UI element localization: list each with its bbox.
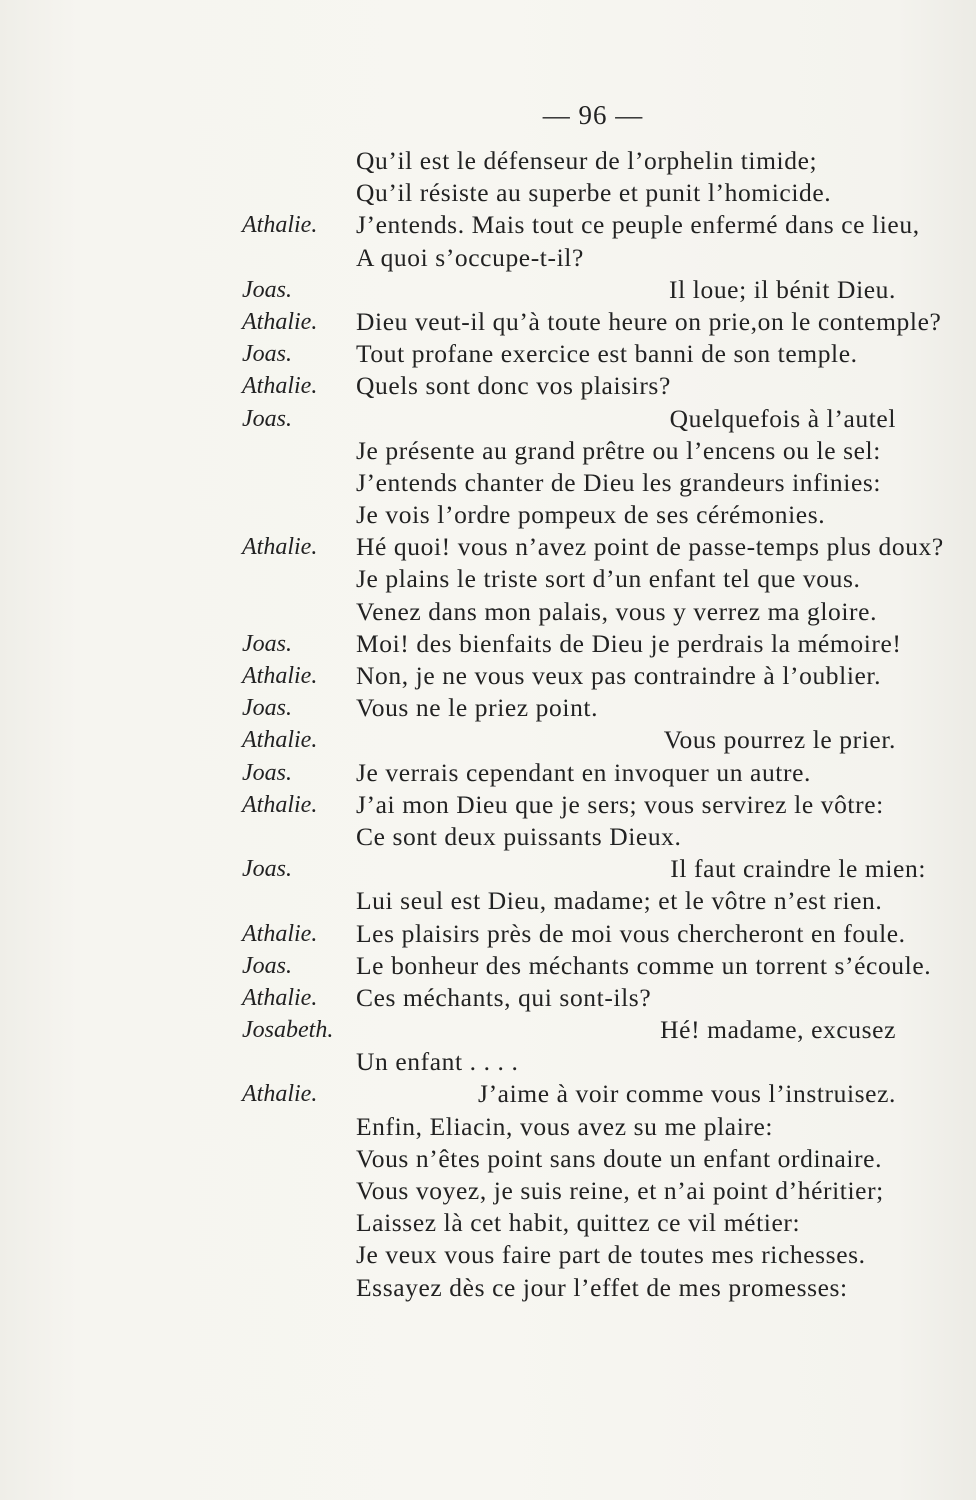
speaker-name: Athalie.	[242, 1081, 318, 1108]
verse-line	[0, 724, 976, 756]
verse-line	[0, 853, 976, 885]
speaker-name: Athalie.	[242, 534, 318, 561]
verse-line	[0, 1014, 976, 1046]
verse-text: Essayez dès ce jour l’effet de mes promesses:	[356, 1272, 848, 1302]
verse-text: Vous voyez, je suis reine, et n’ai point d’héritier;	[356, 1176, 884, 1205]
verse-text: Lui seul est Dieu, madame; et le vôtre n’est rien.	[356, 886, 883, 916]
verse-text: Je verrais cependant en invoquer un autre.	[356, 757, 811, 787]
verse-line	[0, 1207, 976, 1239]
verse-line	[0, 370, 976, 402]
speaker-name: Joas.	[242, 405, 292, 432]
verse-line	[0, 467, 976, 499]
verse-text: Vous ne le priez point.	[356, 693, 599, 723]
verse-text: J’entends. Mais tout ce peuple enfermé dans ce lieu,	[356, 210, 920, 240]
verse-text: Ces méchants, qui sont-ils?	[356, 982, 652, 1012]
verse-line	[0, 1078, 976, 1110]
verse-line	[0, 563, 976, 595]
speaker-name: Athalie.	[242, 920, 318, 947]
verse-text: Hé quoi! vous n’avez point de passe-temps plus doux?	[356, 532, 944, 562]
verse-line	[0, 885, 976, 917]
verse-text: Tout profane exercice est banni de son temple.	[356, 339, 858, 369]
speaker-name: Joas.	[242, 695, 292, 722]
speaker-name: Athalie.	[242, 663, 318, 689]
verse-text: Quels sont donc vos plaisirs?	[356, 371, 671, 401]
verse-line	[0, 950, 976, 982]
verse-text: Je présente au grand prêtre ou l’encens ou le sel:	[356, 435, 881, 465]
verse-line	[0, 274, 976, 306]
verse-text: Le bonheur des méchants comme un torrent s’écoule.	[356, 950, 932, 980]
verse-line	[0, 1046, 976, 1078]
verse-lines	[0, 145, 976, 1304]
speaker-name: Josabeth.	[242, 1017, 334, 1044]
speaker-name: Athalie.	[242, 308, 318, 335]
verse-text: Vous pourrez le prier.	[663, 725, 896, 755]
verse-text: J’aime à voir comme vous l’instruisez.	[478, 1079, 896, 1109]
verse-line	[0, 306, 976, 338]
verse-text: A quoi s’occupe-t-il?	[356, 242, 584, 272]
verse-text: Il faut craindre le mien:	[670, 854, 926, 884]
verse-line	[0, 918, 976, 950]
verse-text: Je plains le triste sort d’un enfant tel que vous.	[356, 564, 861, 594]
verse-line	[0, 145, 976, 177]
verse-line	[0, 499, 976, 531]
verse-text: Moi! des bienfaits de Dieu je perdrais la mémoire!	[356, 628, 902, 658]
verse-text: Laissez là cet habit, quittez ce vil métier:	[356, 1208, 801, 1238]
verse-text: Je vois l’ordre pompeux de ses cérémonies.	[356, 500, 826, 530]
verse-text: Non, je ne vous veux pas contraindre à l’oublier.	[356, 661, 882, 690]
verse-line	[0, 628, 976, 660]
verse-line	[0, 1239, 976, 1271]
speaker-name: Joas.	[242, 952, 292, 979]
verse-line	[0, 531, 976, 563]
verse-line	[0, 177, 976, 209]
verse-line	[0, 435, 976, 467]
speaker-name: Athalie.	[242, 373, 318, 400]
verse-text: Quelquefois à l’autel	[669, 403, 896, 433]
verse-line	[0, 338, 976, 370]
page-number: — 96 —	[542, 100, 644, 130]
verse-text: Qu’il résiste au superbe et punit l’homicide.	[356, 178, 832, 208]
verse-line	[0, 1272, 976, 1304]
verse-text: Hé! madame, excusez	[660, 1015, 896, 1045]
speaker-name: Athalie.	[242, 212, 318, 239]
verse-line	[0, 789, 976, 821]
verse-line	[0, 209, 976, 241]
verse-text: Il loue; il bénit Dieu.	[669, 274, 896, 304]
verse-line	[0, 1175, 976, 1207]
speaker-name: Athalie.	[242, 727, 318, 754]
verse-text: Ce sont deux puissants Dieux.	[356, 821, 682, 851]
verse-text: Qu’il est le défenseur de l’orphelin timide;	[356, 146, 818, 175]
verse-line	[0, 596, 976, 628]
speaker-name: Joas.	[242, 759, 292, 786]
verse-text: Un enfant . . . .	[356, 1047, 519, 1077]
speaker-name: Joas.	[242, 341, 292, 368]
verse-text: Dieu veut-il qu’à toute heure on prie,on le contemple?	[356, 306, 942, 336]
verse-line	[0, 757, 976, 789]
speaker-name: Joas.	[242, 856, 292, 883]
verse-text: Vous n’êtes point sans doute un enfant ordinaire.	[356, 1143, 883, 1173]
verse-text: J’ai mon Dieu que je sers; vous servirez le vôtre:	[356, 789, 884, 819]
verse-line	[0, 982, 976, 1014]
verse-text: Enfin, Eliacin, vous avez su me plaire:	[356, 1111, 774, 1141]
speaker-name: Joas.	[242, 276, 292, 303]
speaker-name: Athalie.	[242, 984, 318, 1011]
speaker-name: Joas.	[242, 630, 292, 657]
verse-text: Les plaisirs près de moi vous chercheront en foule.	[356, 918, 906, 948]
verse-line	[0, 1143, 976, 1175]
verse-line	[0, 821, 976, 853]
speaker-name: Athalie.	[242, 791, 318, 818]
verse-line	[0, 1111, 976, 1143]
verse-line	[0, 660, 976, 692]
verse-text: Je veux vous faire part de toutes mes richesses.	[356, 1240, 866, 1270]
verse-line	[0, 242, 976, 274]
verse-text: J’entends chanter de Dieu les grandeurs infinies:	[356, 467, 882, 497]
verse-line	[0, 692, 976, 724]
verse-line	[0, 403, 976, 435]
verse-text: Venez dans mon palais, vous y verrez ma gloire.	[356, 596, 878, 626]
